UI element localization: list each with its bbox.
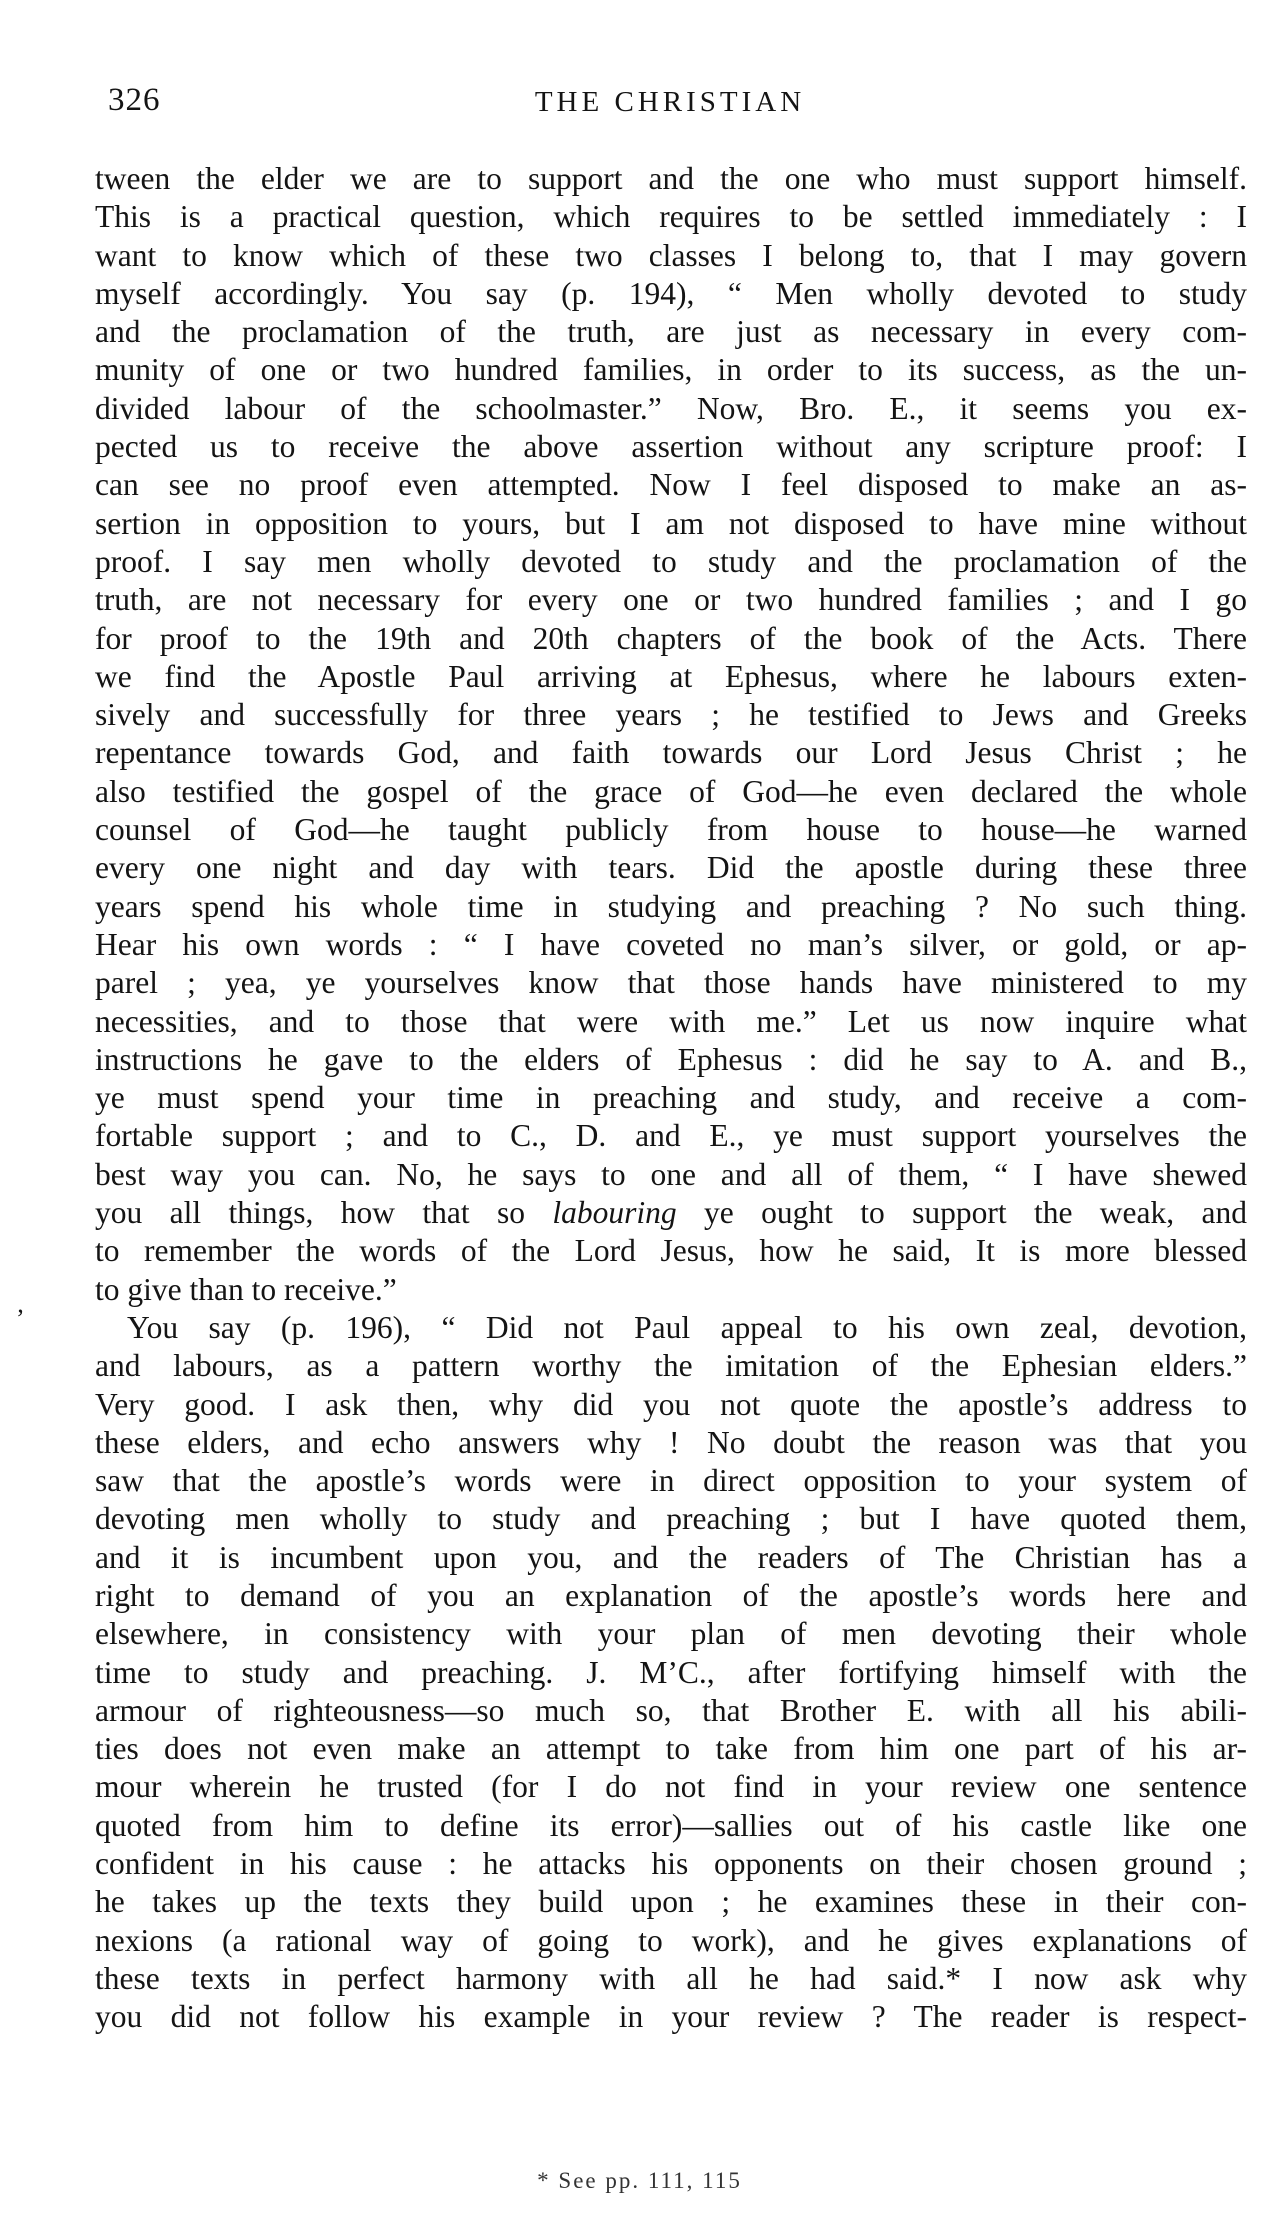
- text-line: these elders, and echo answers why ! No doubt the reason was that you: [95, 1424, 1247, 1460]
- text-line: can see no proof even attempted. Now I feel disposed to make an as-: [95, 467, 1247, 503]
- text-line: munity of one or two hundred families, in order to its success, as the un-: [95, 352, 1247, 388]
- margin-mark: ’: [16, 1304, 25, 1333]
- text-line: every one night and day with tears. Did the apostle during these three: [95, 850, 1247, 886]
- text-line: Very good. I ask then, why did you not quote the apostle’s address to: [95, 1386, 1247, 1422]
- text-line: elsewhere, in consistency with your plan of men devoting their whole: [95, 1616, 1247, 1652]
- text-line: years spend his whole time in studying and preaching ? No such thing.: [95, 888, 1247, 924]
- text-line: [95, 1194, 1247, 1232]
- text-line: necessities, and to those that were with me.” Let us now inquire what: [95, 1003, 1247, 1039]
- text-line: tween the elder we are to support and the one who must support himself.: [95, 161, 1247, 196]
- text-line: counsel of God—he taught publicly from house to house—he warned: [95, 812, 1247, 848]
- text-line: sively and successfully for three years ; he testified to Jews and Greeks: [95, 697, 1247, 733]
- page-number: 326: [108, 82, 161, 118]
- text-line: fortable support ; and to C., D. and E., ye must support yourselves the: [95, 1118, 1247, 1154]
- text-line: Hear his own words : “ I have coveted no man’s silver, or gold, or ap-: [95, 926, 1247, 962]
- text-line: instructions he gave to the elders of Ephesus : did he say to A. and B.,: [95, 1041, 1247, 1077]
- paragraph-start-line: You say (p. 196), “ Did not Paul appeal to his own zeal, devotion,: [127, 1309, 1247, 1345]
- text-line: and the proclamation of the truth, are just as necessary in every com-: [95, 314, 1247, 350]
- text-line: for proof to the 19th and 20th chapters of the book of the Acts. There: [95, 620, 1247, 656]
- footnote: * See pp. 111, 115: [537, 2168, 742, 2193]
- text-line: mour wherein he trusted (for I do not find in your review one sentence: [95, 1769, 1247, 1805]
- text-line: also testified the gospel of the grace of God—he even declared the whole: [95, 773, 1247, 809]
- text-line: saw that the apostle’s words were in direct opposition to your system of: [95, 1463, 1247, 1499]
- text-line: This is a practical question, which requires to be settled immediately : I: [95, 199, 1247, 235]
- text-line: confident in his cause : he attacks his opponents on their chosen ground ;: [95, 1846, 1247, 1882]
- text-line: truth, are not necessary for every one or two hundred families ; and I go: [95, 582, 1247, 618]
- text-line: we find the Apostle Paul arriving at Ephesus, where he labours exten-: [95, 658, 1247, 694]
- text-line: ye must spend your time in preaching and study, and receive a com-: [95, 1080, 1247, 1116]
- text-line: proof. I say men wholly devoted to study and the proclamation of the: [95, 543, 1247, 579]
- text-line: sertion in opposition to yours, but I am not disposed to have mine without: [95, 505, 1247, 541]
- text-line: and it is incumbent upon you, and the readers of The Christian has a: [95, 1539, 1247, 1575]
- body-text: [95, 160, 1247, 2037]
- text-line: quoted from him to define its error)—sallies out of his castle like one: [95, 1807, 1247, 1843]
- text-line: myself accordingly. You say (p. 194), “ Men wholly devoted to study: [95, 275, 1247, 311]
- text-line: these texts in perfect harmony with all he had said.* I now ask why: [95, 1960, 1247, 1996]
- running-head: [100, 74, 1240, 124]
- text-line: devoting men wholly to study and preaching ; but I have quoted them,: [95, 1501, 1247, 1537]
- paragraph-end-line: to give than to receive.”: [95, 1271, 397, 1307]
- text-line: want to know which of these two classes I belong to, that I may govern: [95, 237, 1247, 273]
- text-line-part: you all things, how that so labouring ye ought to support the weak, and: [95, 1195, 1247, 1231]
- text-line: you did not follow his example in your review ? The reader is respect-: [95, 1999, 1247, 2035]
- text-line: he takes up the texts they build upon ; he examines these in their con-: [95, 1884, 1247, 1920]
- text-line: right to demand of you an explanation of the apostle’s words here and: [95, 1577, 1247, 1613]
- text-line: best way you can. No, he says to one and all of them, “ I have shewed: [95, 1156, 1247, 1192]
- text-line: parel ; yea, ye yourselves know that those hands have ministered to my: [95, 965, 1247, 1001]
- text-line: and labours, as a pattern worthy the imitation of the Ephesian elders.”: [95, 1348, 1247, 1384]
- text-line: divided labour of the schoolmaster.” Now, Bro. E., it seems you ex-: [95, 390, 1247, 426]
- text-line: ties does not even make an attempt to take from him one part of his ar-: [95, 1731, 1247, 1767]
- text-line: armour of righteousness—so much so, that Brother E. with all his abili-: [95, 1692, 1247, 1728]
- running-title: THE CHRISTIAN: [534, 86, 806, 118]
- text-line: to remember the words of the Lord Jesus, how he said, It is more blessed: [95, 1233, 1247, 1269]
- emphasis: labouring: [552, 1195, 677, 1231]
- text-line: repentance towards God, and faith towards our Lord Jesus Christ ; he: [95, 735, 1247, 771]
- text-line: time to study and preaching. J. M’C., after fortifying himself with the: [95, 1654, 1247, 1690]
- text-line: pected us to receive the above assertion without any scripture proof: I: [95, 429, 1247, 465]
- text-line: nexions (a rational way of going to work), and he gives explanations of: [95, 1922, 1247, 1958]
